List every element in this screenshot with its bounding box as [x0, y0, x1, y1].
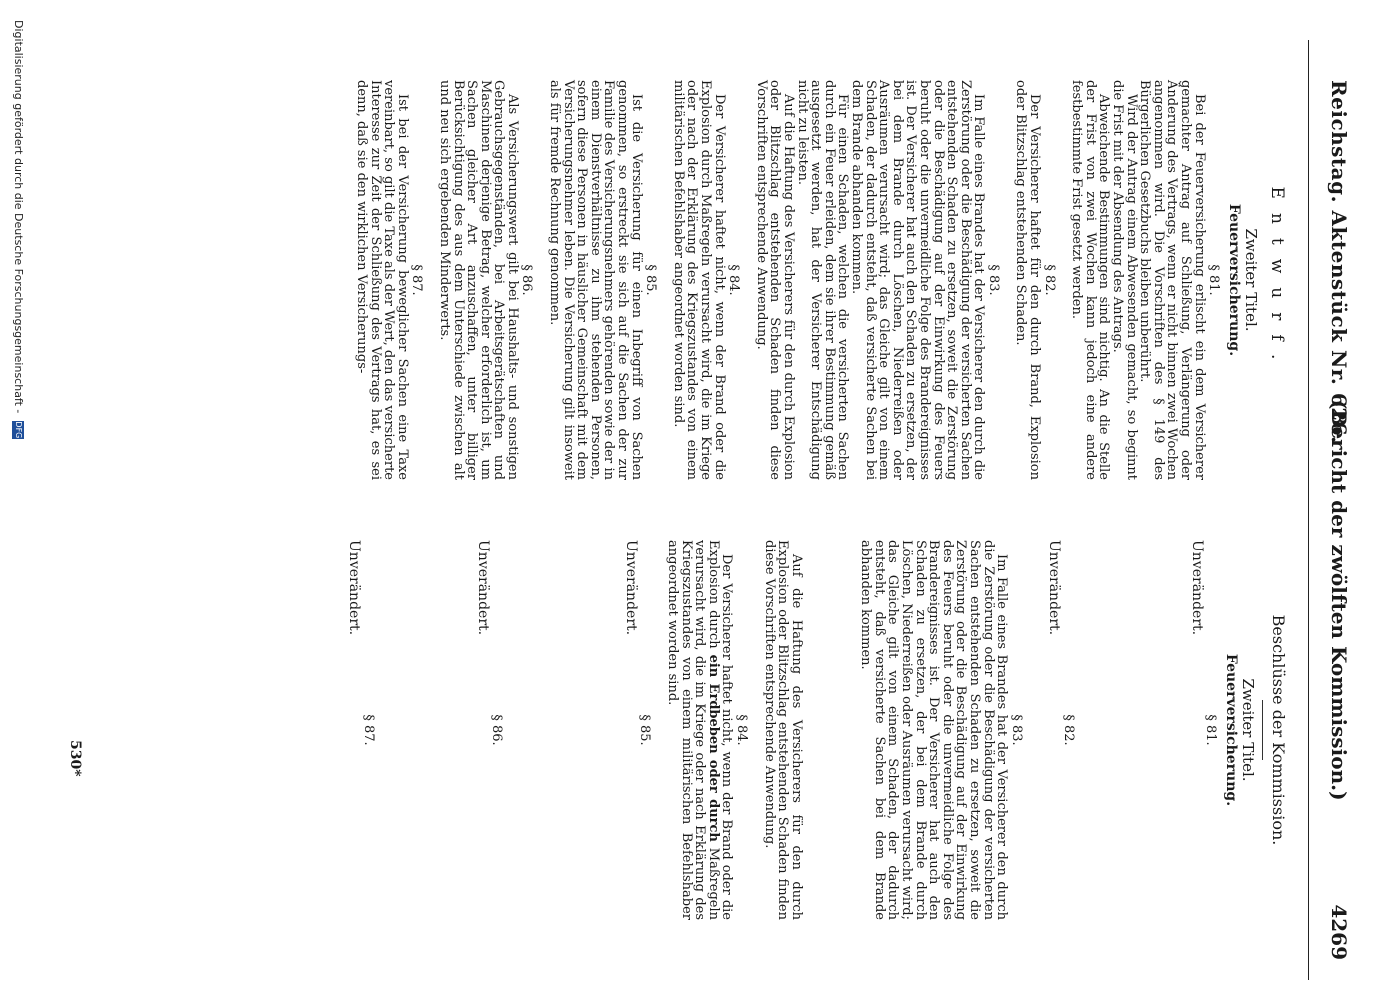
draft-column — [354, 80, 1285, 480]
dfg-logo-icon: DFG — [14, 421, 23, 439]
commission-section-84-text — [665, 540, 733, 920]
heading-divider — [1262, 700, 1263, 760]
commission-section-83-text-2: Auf die Haftung des Versicherers für den durch Explosion oder Blitzschlag entstehenden Schaden finden diese Vorschriften entsprechende Anwendung. — [761, 540, 804, 920]
commission-section-86-text: Unverändert. — [474, 540, 491, 636]
section-84: § 84. — [726, 264, 742, 296]
commission-subtitle: Zweiter Titel. — [1239, 678, 1258, 782]
section-85-text: Ist die Versicherung für einen Inbegriff von Sachen genommen, so erstreckt sie sich auf die Sachen der zur Familie des Versicherungsnehmers gehörenden sowie der in einem Dienstverhältnisse zu ihm stehenden Personen, sofern diese Personen in häuslicher Gemeinschaft mit dem Versicherungsnehmer leben. Die Versicherung gilt insoweit als für fremde Rechnung genommen. — [547, 80, 644, 480]
commission-section-82: § 82. — [1061, 714, 1077, 746]
section-86-text: Als Versicherungswert gilt bei Haushalts- und sonstigen Gebrauchsgegenständen, bei Arbeitsgerätschaften und Maschinen derjenige Betrag, welcher erforderlich ist, um Sachen gleicher Art anzuschaffen, unter billiger Berücksichtigung des aus dem Unterschiede zwischen alt und neu sich ergebenden Minderwerts. — [436, 80, 520, 480]
commission-bold-heading: Feuerversicherung. — [1222, 653, 1239, 807]
commission-section-82-text: Unverändert. — [1046, 540, 1063, 636]
page-header — [1308, 40, 1361, 980]
section-81-text-1: Bei der Feuerversicherung erlischt ein dem Versicherer gemachter Antrag auf Schließung, Verlängerung oder Änderung des Vertrags, wenn er nicht binnen zwei Wochen angenommen wird. Die Vorschriften des § 149 des Bürgerlichen Gesetzbuchs bleiben unberührt. — [1137, 80, 1207, 480]
section-85: § 85. — [643, 264, 659, 296]
commission-section-87: § 87. — [361, 714, 376, 746]
signature-mark: 530* — [67, 740, 83, 777]
draft-title: Entwurf. — [1267, 186, 1287, 374]
section-82: § 82. — [1041, 264, 1057, 296]
commission-section-81-text: Unverändert. — [1188, 540, 1205, 636]
commission-section-83: § 83. — [1008, 714, 1024, 746]
section-87: § 87. — [409, 264, 425, 296]
commission-section-87-text: Unverändert. — [346, 540, 363, 636]
commission-section-85: § 85. — [637, 714, 653, 746]
section-87-text: Ist bei der Versicherung beweglicher Sachen eine Taxe vereinbart, so gilt die Taxe als der Wert, den das versicherte Interesse zur Zeit der Schließung des Vertrags hat, es sei denn, daß sie den wirklichen Versicherungs- — [353, 80, 410, 480]
commission-84-text-bold: ein Erdbeben oder durch — [705, 654, 721, 842]
commission-heading: Beschlüsse der Kommission. — [1269, 614, 1288, 846]
header-left: Reichstag. Aktenstück Nr. 626. — [1327, 80, 1351, 444]
commission-column — [345, 540, 1288, 920]
digitization-footer — [12, 20, 25, 980]
commission-section-81: § 81. — [1203, 714, 1219, 746]
commission-section-85-text: Unverändert. — [622, 540, 639, 636]
header-middle: (Bericht der zwölften Kommission.) — [1327, 400, 1351, 801]
section-81: § 81. — [1206, 264, 1222, 296]
section-83: § 83. — [985, 264, 1001, 296]
footer-text: Digitalisierung gefördert durch die Deutsche Forschungsgemeinschaft - — [12, 20, 25, 414]
section-84-text: Der Versicherer haftet nicht, wenn der Brand oder die Explosion durch Maßregeln verursacht wird, die im Kriege oder nach der Erklärung des Kriegszustandes von einem militärischen Befehlshaber angeordnet worden sind. — [670, 80, 727, 480]
section-83-text-3: Auf die Haftung des Versicherers für den durch Explosion oder Blitzschlag entstehenden Schaden finden diese Vorschriften entsprechende Anwendung. — [753, 80, 796, 480]
commission-section-84: § 84. — [733, 714, 749, 746]
draft-subtitle: Zweiter Titel. — [1242, 228, 1261, 332]
commission-84-text-a: Der Versicherer haftet nicht, wenn der Brand oder die Explosion durch — [705, 540, 735, 920]
section-86: § 86. — [519, 264, 535, 296]
section-81-text-3: Abweichende Bestimmungen sind nichtig. An die Stelle der Frist von zwei Wochen kann jedoch eine andere festbestimmte Frist gesetzt werden. — [1069, 80, 1112, 480]
section-81-text-2: Wird der Antrag einem Abwesenden gemacht, so beginnt die Frist mit der Absendung des Antrags. — [1110, 80, 1139, 480]
section-83-text-1: Im Falle eines Brandes hat der Versicherer den durch die Zerstörung oder die Beschädigung der versicherten Sachen entstehenden Schaden zu ersetzen, soweit die Zerstörung oder die Beschädigung auf der Einwirkung des Feuers beruht oder die unvermeidliche Folge des Brandereignisses ist. Der Versicherer hat auch den Schaden zu ersetzen, der bei dem Brande durch Löschen, Niederreißen oder Ausräumen verursacht wird; das Gleiche gilt von einem Schaden, der dadurch entsteht, daß versicherte Sachen bei dem Brande abhanden kommen. — [848, 80, 987, 480]
commission-84-text-b: Maßregeln verursacht wird, die im Kriege oder nach Erklärung des Kriegszustandes von einem militärischen Befehlshaber angeordnet worden sind. — [664, 540, 721, 920]
commission-section-86: § 86. — [489, 714, 505, 746]
page-number: 4269 — [1327, 904, 1351, 960]
section-83-text-2: Für einen Schaden, welchen die versicherten Sachen durch ein Feuer erleiden, dem sie ihrer Bestimmung gemäß ausgesetzt werden, hat der Versicherer Entschädigung nicht zu leisten. — [794, 80, 851, 480]
commission-section-83-text-1: Im Falle eines Brandes hat der Versicherer den durch die Zerstörung oder die Beschädigung der versicherten Sachen entstehenden Schaden zu ersetzen, soweit die Zerstörung oder die Beschädigung auf der Einwirkung des Feuers beruht oder die unvermeidliche Folge des Brandereignisses ist. Der Versicherer hat auch den Schaden zu ersetzen, der bei dem Brande durch Löschen, Niederreißen oder Ausräumen verursacht wird; das Gleiche gilt von einem Schaden, der dadurch entsteht, daß versicherte Sachen bei dem Brande abhanden kommen. — [858, 540, 1010, 920]
draft-heading: Feuerversicherung. — [1225, 203, 1242, 357]
section-82-text: Der Versicherer haftet für den durch Brand, Explosion oder Blitzschlag entstehenden Schaden. — [1013, 80, 1043, 480]
